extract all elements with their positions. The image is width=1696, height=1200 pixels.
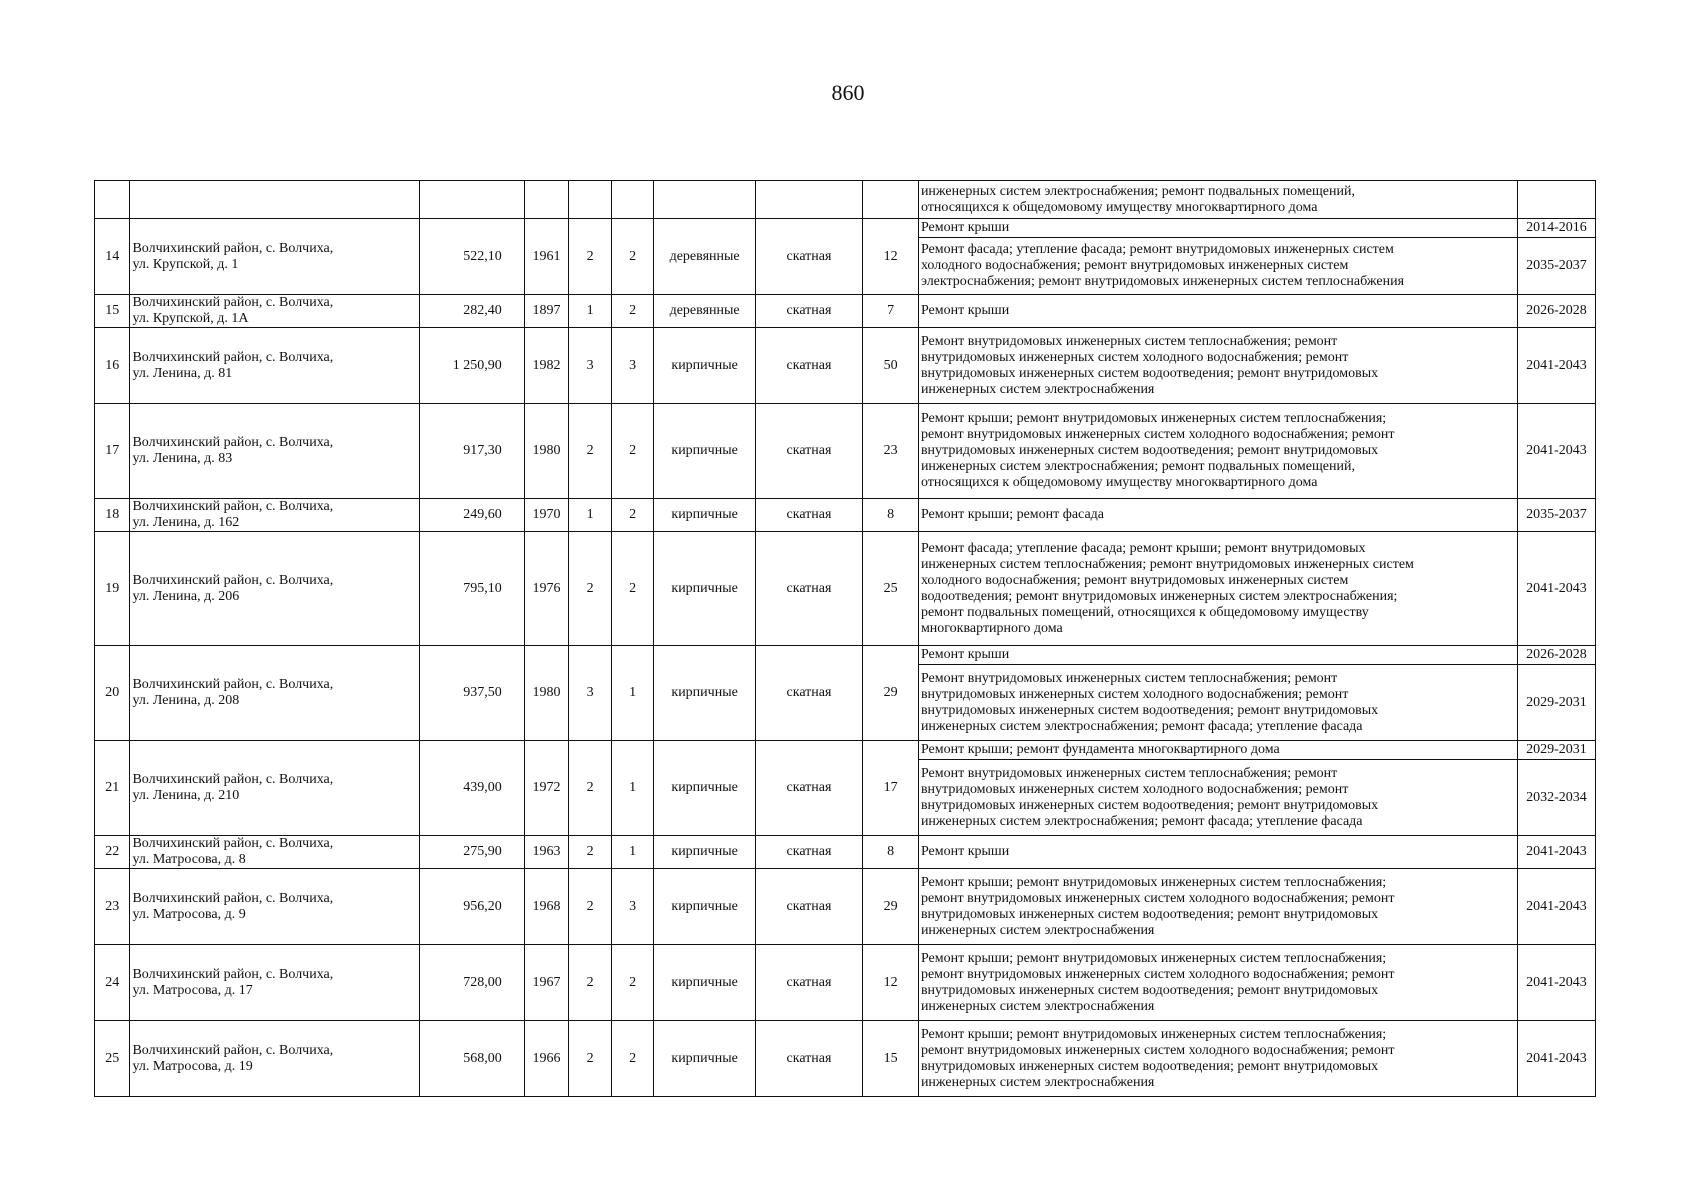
text-line: Ремонт крыши; ремонт внутридомовых инженерных систем теплоснабжения; [920, 411, 1387, 426]
period-cell: 2029-2031 [1517, 665, 1595, 741]
address-line: Волчихинский район, с. Волчиха, [132, 349, 334, 365]
roof-type-cell: скатная [755, 219, 862, 295]
year-built-cell: 1897 [524, 295, 569, 328]
text-line: холодного водоснабжения; ремонт внутридомовых инженерных систем [920, 572, 1349, 588]
floors-cell: 2 [569, 945, 612, 1021]
address-line: Волчихинский район, с. Волчиха, [132, 435, 334, 450]
year-built-cell: 1963 [524, 836, 569, 869]
works-cell [918, 404, 1517, 499]
period-cell: 2041-2043 [1517, 328, 1595, 404]
works-cell [918, 532, 1517, 646]
area-cell: 956,20 [420, 869, 524, 945]
roof-type-cell: скатная [755, 295, 862, 328]
text-line: Ремонт крыши [920, 220, 1010, 235]
text-line: относящихся к общедомовому имуществу многоквартирного дома [920, 199, 1318, 215]
text-line: Ремонт крыши [920, 844, 1010, 859]
table-row [95, 836, 1596, 869]
roof-type-cell: скатная [755, 328, 862, 404]
residents-cell: 12 [863, 945, 919, 1021]
address-cell [130, 499, 420, 532]
page-number: 860 [831, 80, 865, 105]
row-number: 21 [95, 741, 130, 836]
empty-cell [569, 181, 612, 219]
address-cell [130, 532, 420, 646]
row-number: 15 [95, 295, 130, 328]
address-line: ул. Крупской, д. 1 [132, 256, 239, 272]
text-line: инженерных систем электроснабжения [920, 381, 1155, 397]
wall-material-cell: кирпичные [654, 945, 755, 1021]
entrances-cell: 3 [611, 328, 654, 404]
area-cell: 795,10 [420, 532, 524, 646]
continuation-row [95, 181, 1596, 219]
roof-type-cell: скатная [755, 532, 862, 646]
residents-cell: 8 [863, 836, 919, 869]
year-built-cell: 1976 [524, 532, 569, 646]
row-number: 24 [95, 945, 130, 1021]
year-built-cell: 1980 [524, 646, 569, 741]
period-cell: 2041-2043 [1517, 869, 1595, 945]
wall-material-cell: деревянные [654, 295, 755, 328]
floors-cell: 3 [569, 646, 612, 741]
address-line: ул. Крупской, д. 1А [132, 311, 249, 326]
address-cell [130, 836, 420, 869]
text-line: Ремонт внутридомовых инженерных систем теплоснабжения; ремонт [920, 670, 1338, 686]
period-cell: 2041-2043 [1517, 404, 1595, 499]
row-number: 19 [95, 532, 130, 646]
address-line: ул. Ленина, д. 162 [132, 515, 240, 530]
residents-cell: 12 [863, 219, 919, 295]
address-cell [130, 328, 420, 404]
year-built-cell: 1982 [524, 328, 569, 404]
wall-material-cell: деревянные [654, 219, 755, 295]
text-line: водоотведения; ремонт внутридомовых инженерных систем электроснабжения; [920, 588, 1398, 604]
empty-cell [755, 181, 862, 219]
works-cell [918, 665, 1517, 741]
area-cell: 439,00 [420, 741, 524, 836]
text-line: холодного водоснабжения; ремонт внутридомовых инженерных систем [920, 258, 1349, 273]
works-cell [918, 499, 1517, 532]
floors-cell: 2 [569, 532, 612, 646]
period-cell: 2026-2028 [1517, 646, 1595, 665]
area-cell: 522,10 [420, 219, 524, 295]
table-row [95, 1021, 1596, 1097]
area-cell: 728,00 [420, 945, 524, 1021]
empty-cell [524, 181, 569, 219]
address-cell [130, 295, 420, 328]
entrances-cell: 2 [611, 404, 654, 499]
works-cell [918, 760, 1517, 836]
address-line: ул. Ленина, д. 206 [132, 588, 240, 604]
text-line: ремонт внутридомовых инженерных систем холодного водоснабжения; ремонт [920, 427, 1395, 442]
text-line: инженерных систем электроснабжения; ремонт подвальных помещений, [920, 459, 1355, 474]
text-line: внутридомовых инженерных систем водоотведения; ремонт внутридомовых [920, 365, 1379, 381]
text-line: инженерных систем электроснабжения [920, 922, 1155, 938]
period-cell: 2026-2028 [1517, 295, 1595, 328]
roof-type-cell: скатная [755, 836, 862, 869]
text-line: внутридомовых инженерных систем водоотведения; ремонт внутридомовых [920, 906, 1379, 922]
text-line: внутридомовых инженерных систем водоотведения; ремонт внутридомовых [920, 702, 1379, 718]
year-built-cell: 1967 [524, 945, 569, 1021]
residents-cell: 29 [863, 646, 919, 741]
address-line: ул. Матросова, д. 9 [132, 906, 246, 922]
area-cell: 1 250,90 [420, 328, 524, 404]
address-cell [130, 1021, 420, 1097]
address-line: Волчихинский район, с. Волчиха, [132, 572, 334, 588]
text-line: Ремонт крыши [920, 303, 1010, 318]
text-line: Ремонт фасада; утепление фасада; ремонт внутридомовых инженерных систем [920, 242, 1394, 257]
address-line: Волчихинский район, с. Волчиха, [132, 677, 334, 692]
empty-cell [95, 181, 130, 219]
text-line: ремонт внутридомовых инженерных систем холодного водоснабжения; ремонт [920, 966, 1395, 982]
text-line: относящихся к общедомовому имуществу многоквартирного дома [920, 475, 1318, 490]
text-line: Ремонт внутридомовых инженерных систем теплоснабжения; ремонт [920, 333, 1338, 349]
address-cell [130, 404, 420, 499]
text-line: Ремонт крыши; ремонт фасада [920, 507, 1104, 522]
text-line: Ремонт крыши; ремонт внутридомовых инженерных систем теплоснабжения; [920, 950, 1387, 966]
table-row [95, 328, 1596, 404]
year-built-cell: 1968 [524, 869, 569, 945]
works-cell [918, 328, 1517, 404]
text-line: внутридомовых инженерных систем холодного водоснабжения; ремонт [920, 781, 1349, 797]
address-line: ул. Матросова, д. 8 [132, 852, 246, 867]
text-line: Ремонт фасада; утепление фасада; ремонт крыши; ремонт внутридомовых [920, 540, 1366, 556]
roof-type-cell: скатная [755, 869, 862, 945]
entrances-cell: 2 [611, 219, 654, 295]
period-cell: 2035-2037 [1517, 499, 1595, 532]
floors-cell: 1 [569, 295, 612, 328]
text-line: многоквартирного дома [920, 620, 1063, 636]
address-line: Волчихинский район, с. Волчиха, [132, 966, 334, 982]
text-line: внутридомовых инженерных систем водоотведения; ремонт внутридомовых [920, 982, 1379, 998]
residents-cell: 25 [863, 532, 919, 646]
text-line: инженерных систем электроснабжения; ремонт подвальных помещений, [920, 183, 1355, 199]
text-line: Ремонт внутридомовых инженерных систем теплоснабжения; ремонт [920, 765, 1338, 781]
period-cell: 2035-2037 [1517, 238, 1595, 295]
works-cell [918, 219, 1517, 238]
year-built-cell: 1972 [524, 741, 569, 836]
area-cell: 937,50 [420, 646, 524, 741]
residents-cell: 15 [863, 1021, 919, 1097]
text-line: ремонт подвальных помещений, относящихся к общедомовому имуществу [920, 604, 1369, 620]
text-line: внутридомовых инженерных систем холодного водоснабжения; ремонт [920, 349, 1349, 365]
text-line: электроснабжения; ремонт внутридомовых инженерных систем теплоснабжения [920, 274, 1405, 289]
empty-cell [420, 181, 524, 219]
table-row [95, 869, 1596, 945]
floors-cell: 2 [569, 741, 612, 836]
address-line: Волчихинский район, с. Волчиха, [132, 1042, 334, 1058]
period-cell: 2041-2043 [1517, 532, 1595, 646]
text-line: ремонт внутридомовых инженерных систем холодного водоснабжения; ремонт [920, 890, 1395, 906]
empty-cell [611, 181, 654, 219]
residents-cell: 29 [863, 869, 919, 945]
address-line: Волчихинский район, с. Волчиха, [132, 836, 334, 851]
table-row [95, 295, 1596, 328]
text-line: внутридомовых инженерных систем водоотведения; ремонт внутридомовых [920, 443, 1379, 458]
roof-type-cell: скатная [755, 646, 862, 741]
area-cell: 275,90 [420, 836, 524, 869]
year-built-cell: 1966 [524, 1021, 569, 1097]
address-line: ул. Матросова, д. 17 [132, 982, 253, 998]
wall-material-cell: кирпичные [654, 404, 755, 499]
entrances-cell: 2 [611, 1021, 654, 1097]
residents-cell: 17 [863, 741, 919, 836]
residents-cell: 50 [863, 328, 919, 404]
table-row [95, 404, 1596, 499]
table-row [95, 219, 1596, 238]
residents-cell: 8 [863, 499, 919, 532]
address-line: Волчихинский район, с. Волчиха, [132, 295, 334, 310]
period-cell: 2041-2043 [1517, 1021, 1595, 1097]
wall-material-cell: кирпичные [654, 532, 755, 646]
text-line: Ремонт крыши [920, 647, 1010, 662]
floors-cell: 2 [569, 404, 612, 499]
housing-repair-table [94, 180, 1596, 1097]
period-cell: 2032-2034 [1517, 760, 1595, 836]
text-line: инженерных систем электроснабжения; ремонт фасада; утепление фасада [920, 718, 1363, 734]
entrances-cell: 2 [611, 532, 654, 646]
year-built-cell: 1980 [524, 404, 569, 499]
row-number: 18 [95, 499, 130, 532]
text-line: внутридомовых инженерных систем водоотведения; ремонт внутридомовых [920, 1058, 1379, 1074]
table-row [95, 499, 1596, 532]
address-line: Волчихинский район, с. Волчиха, [132, 772, 334, 787]
text-line: Ремонт крыши; ремонт фундамента многоквартирного дома [920, 742, 1280, 757]
wall-material-cell: кирпичные [654, 499, 755, 532]
entrances-cell: 2 [611, 499, 654, 532]
empty-cell [863, 181, 919, 219]
table-row [95, 646, 1596, 665]
text-line: инженерных систем электроснабжения [920, 998, 1155, 1014]
period-cell: 2041-2043 [1517, 836, 1595, 869]
year-built-cell: 1961 [524, 219, 569, 295]
address-cell [130, 646, 420, 741]
wall-material-cell: кирпичные [654, 836, 755, 869]
table-row [95, 945, 1596, 1021]
address-line: ул. Ленина, д. 210 [132, 788, 240, 803]
works-cell [918, 295, 1517, 328]
row-number: 16 [95, 328, 130, 404]
floors-cell: 2 [569, 869, 612, 945]
address-line: ул. Ленина, д. 208 [132, 693, 240, 708]
roof-type-cell: скатная [755, 499, 862, 532]
entrances-cell: 2 [611, 295, 654, 328]
wall-material-cell: кирпичные [654, 869, 755, 945]
area-cell: 917,30 [420, 404, 524, 499]
floors-cell: 2 [569, 1021, 612, 1097]
text-line: инженерных систем электроснабжения [920, 1074, 1155, 1090]
residents-cell: 23 [863, 404, 919, 499]
row-number: 20 [95, 646, 130, 741]
works-cell [918, 238, 1517, 295]
address-line: ул. Ленина, д. 83 [132, 451, 233, 466]
table-row [95, 532, 1596, 646]
residents-cell: 7 [863, 295, 919, 328]
roof-type-cell: скатная [755, 1021, 862, 1097]
works-cell [918, 181, 1517, 219]
entrances-cell: 1 [611, 646, 654, 741]
floors-cell: 2 [569, 836, 612, 869]
works-cell [918, 836, 1517, 869]
row-number: 25 [95, 1021, 130, 1097]
address-cell [130, 869, 420, 945]
row-number: 23 [95, 869, 130, 945]
row-number: 14 [95, 219, 130, 295]
empty-cell [130, 181, 420, 219]
address-line: Волчихинский район, с. Волчиха, [132, 499, 334, 514]
entrances-cell: 1 [611, 836, 654, 869]
floors-cell: 1 [569, 499, 612, 532]
works-cell [918, 945, 1517, 1021]
text-line: инженерных систем теплоснабжения; ремонт внутридомовых инженерных систем [920, 556, 1414, 572]
text-line: внутридомовых инженерных систем холодного водоснабжения; ремонт [920, 686, 1349, 702]
works-cell [918, 646, 1517, 665]
wall-material-cell: кирпичные [654, 328, 755, 404]
entrances-cell: 2 [611, 945, 654, 1021]
entrances-cell: 1 [611, 741, 654, 836]
text-line: внутридомовых инженерных систем водоотведения; ремонт внутридомовых [920, 797, 1379, 813]
roof-type-cell: скатная [755, 945, 862, 1021]
text-line: Ремонт крыши; ремонт внутридомовых инженерных систем теплоснабжения; [920, 874, 1387, 890]
roof-type-cell: скатная [755, 404, 862, 499]
works-cell [918, 869, 1517, 945]
works-cell [918, 741, 1517, 760]
area-cell: 249,60 [420, 499, 524, 532]
text-line: ремонт внутридомовых инженерных систем холодного водоснабжения; ремонт [920, 1042, 1395, 1058]
row-number: 22 [95, 836, 130, 869]
area-cell: 282,40 [420, 295, 524, 328]
empty-cell [654, 181, 755, 219]
text-line: инженерных систем электроснабжения; ремонт фасада; утепление фасада [920, 813, 1363, 829]
period-cell: 2029-2031 [1517, 741, 1595, 760]
address-line: Волчихинский район, с. Волчиха, [132, 240, 334, 256]
row-number: 17 [95, 404, 130, 499]
address-line: Волчихинский район, с. Волчиха, [132, 890, 334, 906]
text-line: Ремонт крыши; ремонт внутридомовых инженерных систем теплоснабжения; [920, 1026, 1387, 1042]
address-cell [130, 219, 420, 295]
floors-cell: 3 [569, 328, 612, 404]
table-row [95, 741, 1596, 760]
table-body [95, 181, 1596, 1097]
wall-material-cell: кирпичные [654, 741, 755, 836]
address-cell [130, 741, 420, 836]
address-cell [130, 945, 420, 1021]
period-cell: 2014-2016 [1517, 219, 1595, 238]
area-cell: 568,00 [420, 1021, 524, 1097]
wall-material-cell: кирпичные [654, 1021, 755, 1097]
floors-cell: 2 [569, 219, 612, 295]
address-line: ул. Матросова, д. 19 [132, 1058, 253, 1074]
address-line: ул. Ленина, д. 81 [132, 365, 233, 381]
period-cell [1517, 181, 1595, 219]
entrances-cell: 3 [611, 869, 654, 945]
works-cell [918, 1021, 1517, 1097]
wall-material-cell: кирпичные [654, 646, 755, 741]
period-cell: 2041-2043 [1517, 945, 1595, 1021]
roof-type-cell: скатная [755, 741, 862, 836]
year-built-cell: 1970 [524, 499, 569, 532]
